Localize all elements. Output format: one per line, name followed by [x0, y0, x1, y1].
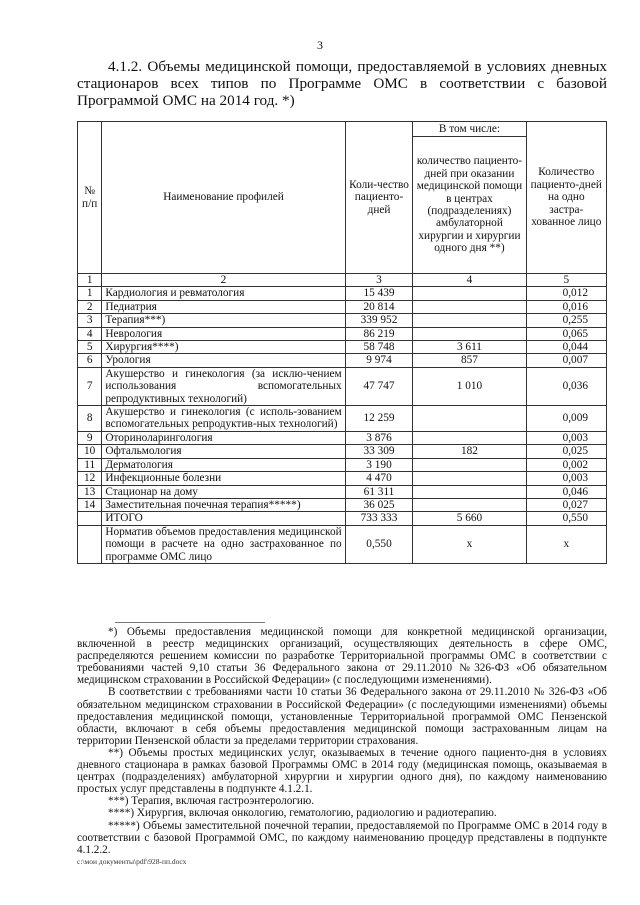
header-num: № п/п [78, 122, 102, 274]
patient-days: 61 311 [345, 485, 413, 498]
row-number: 6 [78, 354, 102, 367]
days-per-insured: 0,065 [526, 327, 606, 340]
profile-name: Акушерство и гинекология (за исклю-чением использования вспомогательных репродуктивных технологий) [102, 367, 345, 405]
row-number [78, 512, 102, 525]
patient-days: 3 876 [345, 431, 413, 444]
profile-name: Акушерство и гинекология (с исполь-зованием вспомогательных репродуктив-ных технологий) [102, 406, 345, 432]
row-number: 11 [78, 458, 102, 471]
profile-name: Стационар на дому [102, 485, 345, 498]
table-row [78, 445, 607, 458]
table-row [78, 367, 607, 405]
ambulatory-days [413, 498, 526, 511]
column-number: 2 [102, 274, 345, 287]
days-per-insured: 0,012 [526, 287, 606, 300]
row-number: 2 [78, 300, 102, 313]
footnotes [77, 626, 607, 856]
days-per-insured: 0,003 [526, 431, 606, 444]
profile-name: Неврология [102, 327, 345, 340]
profile-name: Дерматология [102, 458, 345, 471]
days-per-insured: 0,255 [526, 314, 606, 327]
ambulatory-days [413, 406, 526, 432]
table-row [78, 472, 607, 485]
profile-name: Терапия***) [102, 314, 345, 327]
table-row [78, 458, 607, 471]
ambulatory-days [413, 485, 526, 498]
profile-name: Хирургия****) [102, 341, 345, 354]
ambulatory-days [413, 327, 526, 340]
header-name: Наименование профилей [102, 122, 345, 274]
footnote: *****) Объемы заместительной почечной терапии, предоставляемой по Программе ОМС в 2014 году в соответствии с базовой Программой ОМС, по каждому наименованию процедур представлены в подпункте 4.1.2.2. [77, 819, 607, 856]
column-number: 1 [78, 274, 102, 287]
days-per-insured: 0,046 [526, 485, 606, 498]
profile-name: Кардиология и ревматология [102, 287, 345, 300]
days-per-insured: 0,007 [526, 354, 606, 367]
table-row [78, 287, 607, 300]
patient-days: 339 952 [345, 314, 413, 327]
patient-days: 20 814 [345, 300, 413, 313]
total-per-insured: 0,550 [526, 512, 606, 525]
table-row [78, 354, 607, 367]
table-row [78, 341, 607, 354]
row-number: 4 [78, 327, 102, 340]
patient-days: 36 025 [345, 498, 413, 511]
column-number: 5 [526, 274, 606, 287]
days-per-insured: 0,016 [526, 300, 606, 313]
table-row [78, 406, 607, 432]
ambulatory-days: 1 010 [413, 367, 526, 405]
ambulatory-days [413, 314, 526, 327]
row-number: 9 [78, 431, 102, 444]
profile-name: Офтальмология [102, 445, 345, 458]
ambulatory-days: 3 611 [413, 341, 526, 354]
ambulatory-days [413, 472, 526, 485]
column-number: 4 [413, 274, 526, 287]
profile-name: Оториноларингология [102, 431, 345, 444]
footnote-separator [115, 622, 265, 623]
profile-name: Педиатрия [102, 300, 345, 313]
ambulatory-days [413, 287, 526, 300]
row-number [78, 525, 102, 563]
days-per-insured: 0,002 [526, 458, 606, 471]
header-per-insured: Количество пациенто-дней на одно застра-хованное лицо [526, 122, 606, 274]
patient-days: 3 190 [345, 458, 413, 471]
days-per-insured: 0,009 [526, 406, 606, 432]
norm-ambulatory: х [413, 525, 526, 563]
column-number-row [78, 274, 607, 287]
ambulatory-days [413, 431, 526, 444]
ambulatory-days: 857 [413, 354, 526, 367]
total-ambulatory-days: 5 660 [413, 512, 526, 525]
patient-days: 12 259 [345, 406, 413, 432]
header-patient-days: Коли-чество пациенто-дней [345, 122, 413, 274]
table-row [78, 327, 607, 340]
table-row [78, 314, 607, 327]
table-row [78, 300, 607, 313]
profile-name: Инфекционные болезни [102, 472, 345, 485]
table-row [78, 498, 607, 511]
patient-days: 86 219 [345, 327, 413, 340]
file-path: c:\мои документы\pdf\928-пп.docx [77, 857, 187, 866]
norm-value: 0,550 [345, 525, 413, 563]
profile-name: Урология [102, 354, 345, 367]
days-per-insured: 0,027 [526, 498, 606, 511]
patient-days: 9 974 [345, 354, 413, 367]
days-per-insured: 0,025 [526, 445, 606, 458]
norm-row [78, 525, 607, 563]
column-number: 3 [345, 274, 413, 287]
row-number: 1 [78, 287, 102, 300]
days-per-insured: 0,044 [526, 341, 606, 354]
row-number: 13 [78, 485, 102, 498]
total-patient-days: 733 333 [345, 512, 413, 525]
footnote: **) Объемы простых медицинских услуг, оказываемых в течение одного пациенто-дня в условиях дневного стационара в рамках базовой Программы ОМС в 2014 году (медицинская помощь, оказываемая в центрах (подразделениях) амбулаторной хирургии и хирургии одного дня), по каждому наименованию простых услуг представлены в подпункте 4.1.2.1. [77, 746, 607, 796]
row-number: 12 [78, 472, 102, 485]
patient-days: 33 309 [345, 445, 413, 458]
footnote: ***) Терапия, включая гастроэнтерологию. [108, 795, 315, 808]
row-number: 8 [78, 406, 102, 432]
total-row [78, 512, 607, 525]
page-number: 3 [317, 38, 323, 52]
days-per-insured: 0,003 [526, 472, 606, 485]
row-number: 7 [78, 367, 102, 405]
norm-per-insured: х [526, 525, 606, 563]
row-number: 14 [78, 498, 102, 511]
header-including: В том числе: [413, 122, 526, 137]
patient-days: 58 748 [345, 341, 413, 354]
profile-name: Заместительная почечная терапия*****) [102, 498, 345, 511]
table-row [78, 485, 607, 498]
row-number: 10 [78, 445, 102, 458]
table-row [78, 431, 607, 444]
ambulatory-days [413, 458, 526, 471]
footnote: ****) Хирургия, включая онкологию, гематологию, радиологию и радиотерапию. [108, 807, 497, 820]
ambulatory-days: 182 [413, 445, 526, 458]
patient-days: 4 470 [345, 472, 413, 485]
section-title: 4.1.2. Объемы медицинской помощи, предоставляемой в условиях дневных стационаров всех типов по Программе ОМС в соответствии с базовой Программой ОМС на 2014 год. *) [77, 58, 607, 109]
norm-label: Норматив объемов предоставления медицинской помощи в расчете на одно застрахованное по программе ОМС лицо [102, 525, 345, 563]
header-ambulatory: количество пациенто-дней при оказании медицинской помощи в центрах (подразделениях) амбулаторной хирургии и хирургии одного дня **) [413, 137, 526, 274]
patient-days: 15 439 [345, 287, 413, 300]
volumes-table [77, 121, 607, 564]
footnote: *) Объемы предоставления медицинской помощи для конкретной медицинской организации, включенной в реестр медицинских организаций, осуществляющих деятельность в сфере ОМС, распределяются решением комиссии по разработке Территориальной программы ОМС в соответствии с требованиями частей 9,10 статьи 36 Федерального закона от 29.11.2010 №326-ФЗ «Об обязательном медицинском страховании в Российской Федерации» (с последующими изменениями). [77, 626, 607, 687]
total-label: ИТОГО [102, 512, 345, 525]
row-number: 3 [78, 314, 102, 327]
footnote: В соответствии с требованиями части 10 статьи 36 Федерального закона от 29.11.2010 № 326-ФЗ «Об обязательном медицинском страховании в Российской Федерации» (с последующими изменениями) объемы предоставления медицинской помощи, установленные Территориальной программой ОМС Пензенской области, включают в себя объемы предоставления медицинской помощи застрахованным лицам на территории Пензенской области за пределами территории страхования. [77, 686, 607, 747]
patient-days: 47 747 [345, 367, 413, 405]
days-per-insured: 0,036 [526, 367, 606, 405]
ambulatory-days [413, 300, 526, 313]
row-number: 5 [78, 341, 102, 354]
